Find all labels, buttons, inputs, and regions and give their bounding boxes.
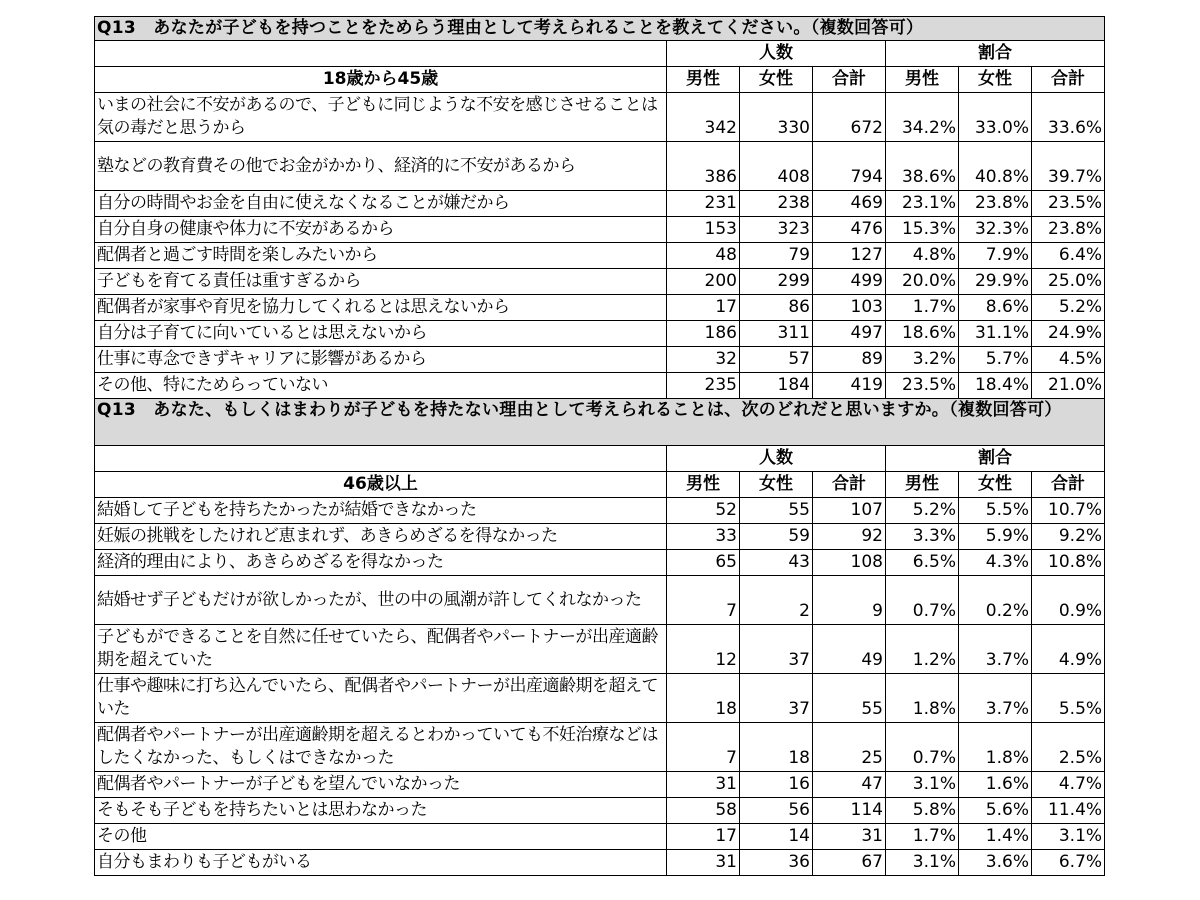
group-ratio-header: 割合 — [886, 446, 1105, 472]
cell-female: 408 — [740, 142, 813, 191]
group-header-row-2 — [95, 446, 1105, 472]
cell-male-pct: 5.2% — [886, 498, 959, 524]
cell-total-pct: 4.9% — [1032, 625, 1105, 674]
cell-total: 127 — [813, 243, 886, 269]
cell-total-pct: 9.2% — [1032, 524, 1105, 550]
cell-total: 89 — [813, 347, 886, 373]
cell-male-pct: 1.7% — [886, 824, 959, 850]
cell-total-pct: 0.9% — [1032, 576, 1105, 625]
cell-male: 153 — [667, 217, 740, 243]
cell-male: 342 — [667, 93, 740, 142]
table-row — [95, 824, 1105, 850]
survey-sheet — [94, 16, 1104, 876]
cell-female: 238 — [740, 191, 813, 217]
cell-male: 231 — [667, 191, 740, 217]
cell-total-pct: 21.0% — [1032, 373, 1105, 399]
cell-female: 323 — [740, 217, 813, 243]
cell-female-pct: 5.7% — [959, 347, 1032, 373]
cell-total-pct: 25.0% — [1032, 269, 1105, 295]
table-row — [95, 498, 1105, 524]
cell-male-pct: 23.5% — [886, 373, 959, 399]
cell-female-pct: 32.3% — [959, 217, 1032, 243]
cell-female-pct: 1.6% — [959, 772, 1032, 798]
cell-male-pct: 38.6% — [886, 142, 959, 191]
cell-male-pct: 6.5% — [886, 550, 959, 576]
col-male-count: 男性 — [667, 472, 740, 498]
cell-female-pct: 7.9% — [959, 243, 1032, 269]
table-row — [95, 850, 1105, 876]
cell-female: 299 — [740, 269, 813, 295]
cell-female: 59 — [740, 524, 813, 550]
cell-female: 14 — [740, 824, 813, 850]
cell-male-pct: 20.0% — [886, 269, 959, 295]
col-total-count: 合計 — [813, 472, 886, 498]
table-row — [95, 321, 1105, 347]
table-row — [95, 269, 1105, 295]
question-title-2: Q13 あなた、もしくはまわりが子どもを持たない理由として考えられることは、次のどれだと思いますか。（複数回答可） — [95, 399, 1105, 446]
cell-total: 107 — [813, 498, 886, 524]
row-label: 自分もまわりも子どもがいる — [95, 850, 667, 876]
cell-male: 17 — [667, 295, 740, 321]
cell-male: 58 — [667, 798, 740, 824]
row-label: 配偶者やパートナーが子どもを望んでいなかった — [95, 772, 667, 798]
col-male-count: 男性 — [667, 67, 740, 93]
cell-total-pct: 5.2% — [1032, 295, 1105, 321]
cell-female: 86 — [740, 295, 813, 321]
row-label: 子どもを育てる責任は重すぎるから — [95, 269, 667, 295]
cell-male: 186 — [667, 321, 740, 347]
cell-total: 49 — [813, 625, 886, 674]
row-label: 仕事や趣味に打ち込んでいたら、配偶者やパートナーが出産適齢期を超えていた — [95, 674, 667, 723]
cell-female: 18 — [740, 723, 813, 772]
cell-male: 31 — [667, 772, 740, 798]
cell-male-pct: 15.3% — [886, 217, 959, 243]
cell-female: 43 — [740, 550, 813, 576]
cell-male: 18 — [667, 674, 740, 723]
row-label: 塾などの教育費その他でお金がかかり、経済的に不安があるから — [95, 142, 667, 191]
row-label: 仕事に専念できずキャリアに影響があるから — [95, 347, 667, 373]
group-count-header: 人数 — [667, 446, 886, 472]
cell-female-pct: 1.4% — [959, 824, 1032, 850]
cell-male-pct: 3.3% — [886, 524, 959, 550]
table-row — [95, 723, 1105, 772]
cell-female: 330 — [740, 93, 813, 142]
cell-total-pct: 3.1% — [1032, 824, 1105, 850]
cell-female-pct: 4.3% — [959, 550, 1032, 576]
cell-total: 9 — [813, 576, 886, 625]
row-label: その他 — [95, 824, 667, 850]
row-label: 結婚して子どもを持ちたかったが結婚できなかった — [95, 498, 667, 524]
cell-female: 37 — [740, 674, 813, 723]
cell-male-pct: 3.1% — [886, 772, 959, 798]
cell-total: 67 — [813, 850, 886, 876]
cell-female-pct: 40.8% — [959, 142, 1032, 191]
cell-male: 386 — [667, 142, 740, 191]
cell-male: 52 — [667, 498, 740, 524]
cell-total: 25 — [813, 723, 886, 772]
cell-male: 31 — [667, 850, 740, 876]
row-label: その他、特にためらっていない — [95, 373, 667, 399]
cell-female: 57 — [740, 347, 813, 373]
age-group-label: 18歳から45歳 — [95, 67, 667, 93]
col-male-pct: 男性 — [886, 67, 959, 93]
row-label: 配偶者が家事や育児を協力してくれるとは思えないから — [95, 295, 667, 321]
table-row — [95, 524, 1105, 550]
cell-total: 55 — [813, 674, 886, 723]
table-row — [95, 373, 1105, 399]
cell-total: 103 — [813, 295, 886, 321]
cell-male-pct: 23.1% — [886, 191, 959, 217]
col-female-count: 女性 — [740, 472, 813, 498]
group-count-header: 人数 — [667, 41, 886, 67]
cell-female: 56 — [740, 798, 813, 824]
cell-male: 200 — [667, 269, 740, 295]
cell-female-pct: 8.6% — [959, 295, 1032, 321]
cell-male: 33 — [667, 524, 740, 550]
cell-female-pct: 5.9% — [959, 524, 1032, 550]
col-total-pct: 合計 — [1032, 67, 1105, 93]
cell-female: 16 — [740, 772, 813, 798]
cell-male-pct: 4.8% — [886, 243, 959, 269]
cell-total-pct: 23.5% — [1032, 191, 1105, 217]
col-total-pct: 合計 — [1032, 472, 1105, 498]
col-female-pct: 女性 — [959, 67, 1032, 93]
cell-male: 48 — [667, 243, 740, 269]
cell-total: 499 — [813, 269, 886, 295]
cell-total: 92 — [813, 524, 886, 550]
row-label: 自分の時間やお金を自由に使えなくなることが嫌だから — [95, 191, 667, 217]
cell-total: 469 — [813, 191, 886, 217]
cell-male-pct: 3.2% — [886, 347, 959, 373]
cell-male-pct: 1.7% — [886, 295, 959, 321]
cell-male: 32 — [667, 347, 740, 373]
cell-total-pct: 24.9% — [1032, 321, 1105, 347]
cell-female-pct: 3.7% — [959, 625, 1032, 674]
table-row — [95, 576, 1105, 625]
cell-male: 235 — [667, 373, 740, 399]
group-ratio-header: 割合 — [886, 41, 1105, 67]
cell-male: 7 — [667, 576, 740, 625]
cell-total-pct: 6.4% — [1032, 243, 1105, 269]
cell-female-pct: 29.9% — [959, 269, 1032, 295]
cell-total: 108 — [813, 550, 886, 576]
cell-male-pct: 18.6% — [886, 321, 959, 347]
cell-female-pct: 18.4% — [959, 373, 1032, 399]
row-label: 自分は子育てに向いているとは思えないから — [95, 321, 667, 347]
cell-total-pct: 11.4% — [1032, 798, 1105, 824]
table-row — [95, 243, 1105, 269]
section2-rows — [95, 498, 1105, 876]
col-male-pct: 男性 — [886, 472, 959, 498]
cell-female: 2 — [740, 576, 813, 625]
cell-male: 17 — [667, 824, 740, 850]
cell-male-pct: 34.2% — [886, 93, 959, 142]
cell-male: 12 — [667, 625, 740, 674]
cell-female: 37 — [740, 625, 813, 674]
section1-rows — [95, 93, 1105, 399]
table-row — [95, 674, 1105, 723]
row-label: 子どもができることを自然に任せていたら、配偶者やパートナーが出産適齢期を超えていた — [95, 625, 667, 674]
cell-total-pct: 4.7% — [1032, 772, 1105, 798]
cell-total-pct: 2.5% — [1032, 723, 1105, 772]
survey-table — [94, 16, 1105, 876]
cell-female-pct: 1.8% — [959, 723, 1032, 772]
row-label: 妊娠の挑戦をしたけれど恵まれず、あきらめざるを得なかった — [95, 524, 667, 550]
cell-female: 184 — [740, 373, 813, 399]
table-row — [95, 295, 1105, 321]
cell-male: 7 — [667, 723, 740, 772]
cell-female: 311 — [740, 321, 813, 347]
cell-total: 672 — [813, 93, 886, 142]
cell-female: 79 — [740, 243, 813, 269]
cell-total-pct: 23.8% — [1032, 217, 1105, 243]
column-header-row-2 — [95, 472, 1105, 498]
row-label: 配偶者と過ごす時間を楽しみたいから — [95, 243, 667, 269]
cell-female-pct: 23.8% — [959, 191, 1032, 217]
col-female-count: 女性 — [740, 67, 813, 93]
cell-total: 497 — [813, 321, 886, 347]
cell-male: 65 — [667, 550, 740, 576]
cell-male-pct: 0.7% — [886, 723, 959, 772]
table-row — [95, 217, 1105, 243]
table-row — [95, 772, 1105, 798]
table-row — [95, 142, 1105, 191]
cell-total: 31 — [813, 824, 886, 850]
cell-female: 36 — [740, 850, 813, 876]
table-row — [95, 93, 1105, 142]
question-title-1: Q13 あなたが子どもを持つことをためらう理由として考えられることを教えてください。（複数回答可） — [95, 17, 1105, 41]
cell-total-pct: 4.5% — [1032, 347, 1105, 373]
table-row — [95, 798, 1105, 824]
cell-female-pct: 5.5% — [959, 498, 1032, 524]
cell-total-pct: 39.7% — [1032, 142, 1105, 191]
col-total-count: 合計 — [813, 67, 886, 93]
cell-total-pct: 5.5% — [1032, 674, 1105, 723]
table-row — [95, 550, 1105, 576]
cell-male-pct: 3.1% — [886, 850, 959, 876]
header-blank-cell — [95, 446, 667, 472]
cell-female: 55 — [740, 498, 813, 524]
cell-total-pct: 10.7% — [1032, 498, 1105, 524]
table-row — [95, 625, 1105, 674]
cell-total: 47 — [813, 772, 886, 798]
cell-female-pct: 33.0% — [959, 93, 1032, 142]
cell-total-pct: 10.8% — [1032, 550, 1105, 576]
cell-total-pct: 33.6% — [1032, 93, 1105, 142]
cell-total: 419 — [813, 373, 886, 399]
cell-male-pct: 5.8% — [886, 798, 959, 824]
row-label: そもそも子どもを持ちたいとは思わなかった — [95, 798, 667, 824]
question-row-1 — [95, 17, 1105, 41]
age-group-label: 46歳以上 — [95, 472, 667, 498]
table-row — [95, 191, 1105, 217]
header-blank-cell — [95, 41, 667, 67]
table-row — [95, 347, 1105, 373]
question-row-2 — [95, 399, 1105, 446]
cell-total: 476 — [813, 217, 886, 243]
row-label: 経済的理由により、あきらめざるを得なかった — [95, 550, 667, 576]
cell-male-pct: 0.7% — [886, 576, 959, 625]
row-label: 配偶者やパートナーが出産適齢期を超えるとわかっていても不妊治療などはしたくなかった、もしくはできなかった — [95, 723, 667, 772]
cell-female-pct: 3.7% — [959, 674, 1032, 723]
cell-male-pct: 1.8% — [886, 674, 959, 723]
row-label: 結婚せず子どもだけが欲しかったが、世の中の風潮が許してくれなかった — [95, 576, 667, 625]
cell-total-pct: 6.7% — [1032, 850, 1105, 876]
cell-female-pct: 0.2% — [959, 576, 1032, 625]
row-label: いまの社会に不安があるので、子どもに同じような不安を感じさせることは気の毒だと思うから — [95, 93, 667, 142]
cell-total: 794 — [813, 142, 886, 191]
cell-female-pct: 31.1% — [959, 321, 1032, 347]
group-header-row-1 — [95, 41, 1105, 67]
cell-male-pct: 1.2% — [886, 625, 959, 674]
column-header-row-1 — [95, 67, 1105, 93]
cell-total: 114 — [813, 798, 886, 824]
row-label: 自分自身の健康や体力に不安があるから — [95, 217, 667, 243]
col-female-pct: 女性 — [959, 472, 1032, 498]
cell-female-pct: 5.6% — [959, 798, 1032, 824]
cell-female-pct: 3.6% — [959, 850, 1032, 876]
